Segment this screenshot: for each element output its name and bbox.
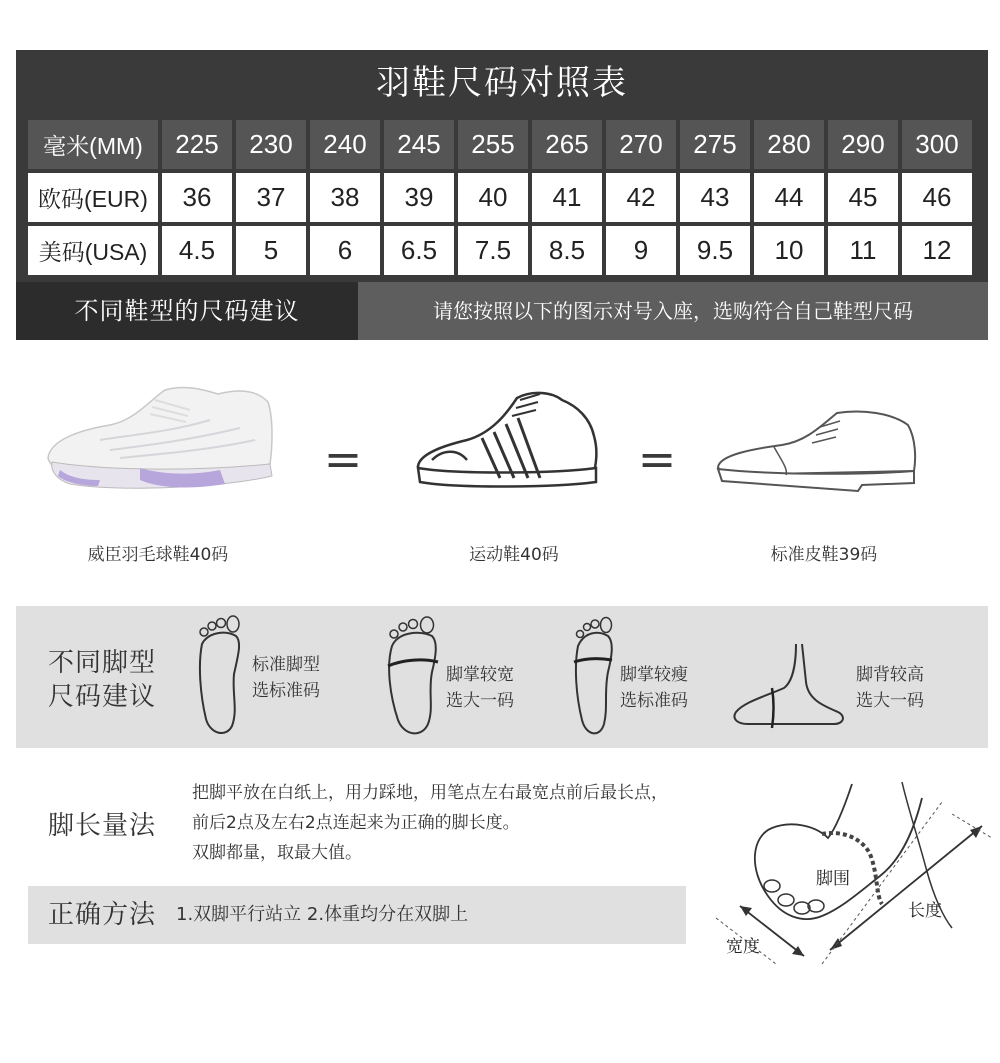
foot-type-label (620, 662, 688, 714)
table-cell: 38 (310, 173, 380, 222)
table-cell: 45 (828, 173, 898, 222)
row-label: 欧码(EUR) (28, 173, 158, 222)
table-cell: 7.5 (458, 226, 528, 275)
method-title: 正确方法 (48, 900, 157, 930)
table-cell: 9 (606, 226, 676, 275)
method-text: 1.双脚平行站立 2.体重均分在双脚上 (176, 904, 469, 925)
table-cell: 36 (162, 173, 232, 222)
foot-type-line2: 选大一码 (446, 691, 514, 711)
table-cell: 4.5 (162, 226, 232, 275)
diagram-label-length: 长度 (908, 901, 942, 921)
measure-title: 脚长量法 (48, 811, 157, 841)
row-label: 美码(USA) (28, 226, 158, 275)
shoe-advice-instruction: 请您按照以下的图示对号入座，选购符合自己鞋型尺码 (358, 282, 988, 340)
equals-sign: = (323, 432, 363, 486)
foot-type-line1: 脚掌较宽 (446, 665, 514, 685)
shoe-caption: 运动鞋40码 (469, 545, 559, 565)
foot-type-line2: 选大一码 (856, 691, 924, 711)
foot-advice-title (48, 646, 156, 714)
table-cell: 5 (236, 226, 306, 275)
shoe-caption: 标准皮鞋39码 (770, 545, 878, 565)
foot-advice-title-line1: 不同脚型 (48, 648, 157, 678)
diagram-label-width: 宽度 (726, 937, 760, 957)
table-cell: 10 (754, 226, 824, 275)
table-cell: 275 (680, 120, 750, 169)
foot-type-line2: 选标准码 (620, 691, 688, 711)
foot-type-label (252, 652, 320, 704)
table-cell: 6 (310, 226, 380, 275)
table-cell: 240 (310, 120, 380, 169)
foot-type-line1: 脚背较高 (856, 665, 924, 685)
table-cell: 300 (902, 120, 972, 169)
foot-type-line1: 脚掌较瘦 (620, 665, 688, 685)
table-cell: 265 (532, 120, 602, 169)
table-row-usa (28, 226, 972, 275)
table-cell: 43 (680, 173, 750, 222)
shoe-caption: 威臣羽毛球鞋40码 (87, 545, 229, 565)
table-cell: 230 (236, 120, 306, 169)
size-chart-title: 羽鞋尺码对照表 (376, 63, 628, 103)
table-cell: 12 (902, 226, 972, 275)
foot-advice-title-line2: 尺码建议 (48, 682, 157, 712)
measure-text-line: 把脚平放在白纸上，用力踩地，用笔点左右最宽点前后最长点， (192, 783, 668, 803)
measure-text-line: 前后2点及左右2点连起来为正确的脚长度。 (192, 813, 520, 833)
shoe-advice-title: 不同鞋型的尺码建议 (16, 282, 358, 340)
table-cell: 42 (606, 173, 676, 222)
measure-text-line: 双脚都量，取最大值。 (192, 843, 362, 863)
badminton-shoe-icon (40, 380, 280, 495)
size-chart (16, 50, 988, 340)
foot-advice-band (16, 606, 988, 748)
table-cell: 37 (236, 173, 306, 222)
standard-foot-icon (192, 614, 248, 740)
table-row-eur (28, 173, 972, 222)
high-instep-foot-icon (728, 642, 858, 732)
table-cell: 8.5 (532, 226, 602, 275)
table-cell: 9.5 (680, 226, 750, 275)
leather-shoe-icon (712, 405, 922, 495)
foot-type-label (446, 662, 514, 714)
table-cell: 245 (384, 120, 454, 169)
foot-type-label (856, 662, 924, 714)
table-cell: 290 (828, 120, 898, 169)
foot-type-line2: 选标准码 (252, 681, 320, 701)
wide-foot-icon (382, 614, 444, 740)
table-cell: 44 (754, 173, 824, 222)
equals-sign: = (637, 432, 677, 486)
sneaker-icon (412, 388, 602, 493)
diagram-label-girth: 脚围 (816, 869, 850, 889)
table-cell: 39 (384, 173, 454, 222)
table-cell: 280 (754, 120, 824, 169)
row-label: 毫米(MM) (28, 120, 158, 169)
table-cell: 255 (458, 120, 528, 169)
table-cell: 41 (532, 173, 602, 222)
size-table (24, 116, 976, 279)
table-cell: 40 (458, 173, 528, 222)
table-cell: 225 (162, 120, 232, 169)
foot-type-line1: 标准脚型 (252, 655, 320, 675)
table-cell: 6.5 (384, 226, 454, 275)
table-cell: 11 (828, 226, 898, 275)
narrow-foot-icon (570, 614, 620, 740)
table-cell: 46 (902, 173, 972, 222)
table-cell: 270 (606, 120, 676, 169)
table-row-mm (28, 120, 972, 169)
method-band (28, 886, 686, 944)
